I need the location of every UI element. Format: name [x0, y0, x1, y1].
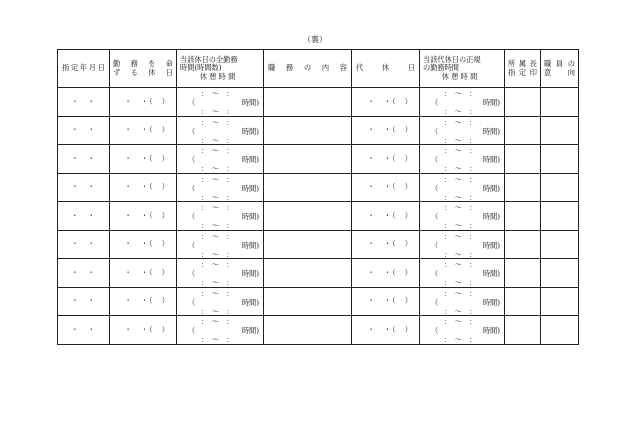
table-row: [58, 287, 579, 316]
header-work-day-line1: 勤務を命: [113, 59, 173, 69]
holiday-work-form-table: [57, 49, 579, 345]
substitute-day-cell[interactable]: ・ ・（ ）: [352, 202, 420, 231]
substitute-day-cell[interactable]: ・ ・（ ）: [352, 116, 420, 145]
supervisor-stamp-cell[interactable]: [505, 202, 541, 231]
substitute-day-cell[interactable]: ・ ・（ ）: [352, 173, 420, 202]
employee-opinion-cell[interactable]: [541, 287, 579, 316]
duties-cell[interactable]: [264, 145, 352, 174]
work-day-cell[interactable]: ・ ・（ ）: [110, 173, 177, 202]
substitute-day-cell[interactable]: ・ ・（ ）: [352, 88, 420, 117]
table-row: [58, 230, 579, 259]
supervisor-stamp-cell[interactable]: [505, 316, 541, 345]
header-employee-opinion: 職員の 意 向: [541, 50, 579, 88]
work-day-cell[interactable]: ・ ・（ ）: [110, 145, 177, 174]
work-day-cell[interactable]: ・ ・（ ）: [110, 230, 177, 259]
header-duties: 職務の内容: [264, 50, 352, 88]
employee-opinion-cell[interactable]: [541, 259, 579, 288]
header-work-hours-line3: 休 憩 時 間: [199, 71, 236, 81]
substitute-day-cell[interactable]: ・ ・（ ）: [352, 145, 420, 174]
designated-date-cell[interactable]: ・ ・: [58, 202, 110, 231]
substitute-time-cell[interactable]: ： ～ ： （ 時間) ： ～ ：: [420, 202, 505, 231]
substitute-time-cell[interactable]: ： ～ ： （ 時間) ： ～ ：: [420, 116, 505, 145]
duties-cell[interactable]: [264, 116, 352, 145]
table-row: [58, 316, 579, 345]
work-day-cell[interactable]: ・ ・（ ）: [110, 116, 177, 145]
substitute-time-cell[interactable]: ： ～ ： （ 時間) ： ～ ：: [420, 173, 505, 202]
supervisor-stamp-cell[interactable]: [505, 259, 541, 288]
duties-cell[interactable]: [264, 88, 352, 117]
employee-opinion-cell[interactable]: [541, 145, 579, 174]
employee-opinion-cell[interactable]: [541, 316, 579, 345]
duties-cell[interactable]: [264, 202, 352, 231]
employee-opinion-cell[interactable]: [541, 173, 579, 202]
table-row: [58, 88, 579, 117]
substitute-time-cell[interactable]: ： ～ ： （ 時間) ： ～ ：: [420, 287, 505, 316]
employee-opinion-cell[interactable]: [541, 88, 579, 117]
form-body: [58, 88, 579, 345]
table-row: [58, 173, 579, 202]
substitute-time-cell[interactable]: ： ～ ： （ 時間) ： ～ ：: [420, 230, 505, 259]
header-work-hours-line1: 当該休日の全勤務: [180, 55, 238, 65]
work-time-cell[interactable]: ： ～ ： （ 時間) ： ～ ：: [177, 316, 264, 345]
designated-date-cell[interactable]: ・ ・: [58, 145, 110, 174]
work-day-cell[interactable]: ・ ・（ ）: [110, 202, 177, 231]
header-supervisor-stamp: 所属長 指定印: [505, 50, 541, 88]
substitute-time-cell[interactable]: ： ～ ： （ 時間) ： ～ ：: [420, 259, 505, 288]
header-sub-hours-line2: の勤務時間: [423, 63, 459, 73]
table-row: [58, 116, 579, 145]
substitute-time-cell[interactable]: ： ～ ： （ 時間) ： ～ ：: [420, 316, 505, 345]
substitute-day-cell[interactable]: ・ ・（ ）: [352, 316, 420, 345]
table-row: [58, 202, 579, 231]
substitute-time-cell[interactable]: ： ～ ： （ 時間) ： ～ ：: [420, 88, 505, 117]
designated-date-cell[interactable]: ・ ・: [58, 259, 110, 288]
work-time-cell[interactable]: ： ～ ： （ 時間) ： ～ ：: [177, 287, 264, 316]
work-time-cell[interactable]: ： ～ ： （ 時間) ： ～ ：: [177, 202, 264, 231]
substitute-day-cell[interactable]: ・ ・（ ）: [352, 287, 420, 316]
header-work-day: [110, 50, 177, 88]
header-substitute-hours: [420, 50, 505, 88]
header-sub-hours-line1: 当該代休日の正規: [423, 55, 481, 65]
work-time-cell[interactable]: ： ～ ： （ 時間) ： ～ ：: [177, 145, 264, 174]
supervisor-stamp-cell[interactable]: [505, 287, 541, 316]
duties-cell[interactable]: [264, 316, 352, 345]
work-time-cell[interactable]: ： ～ ： （ 時間) ： ～ ：: [177, 88, 264, 117]
supervisor-stamp-cell[interactable]: [505, 88, 541, 117]
work-day-cell[interactable]: ・ ・（ ）: [110, 259, 177, 288]
supervisor-stamp-cell[interactable]: [505, 116, 541, 145]
duties-cell[interactable]: [264, 230, 352, 259]
employee-opinion-cell[interactable]: [541, 230, 579, 259]
work-day-cell[interactable]: ・ ・（ ）: [110, 287, 177, 316]
designated-date-cell[interactable]: ・ ・: [58, 316, 110, 345]
substitute-day-cell[interactable]: ・ ・（ ）: [352, 259, 420, 288]
supervisor-stamp-cell[interactable]: [505, 145, 541, 174]
designated-date-cell[interactable]: ・ ・: [58, 116, 110, 145]
header-sub-hours-line3: 休 憩 時 間: [441, 71, 478, 81]
header-work-hours-line2: 時間(時間数): [180, 63, 222, 73]
work-day-cell[interactable]: ・ ・（ ）: [110, 88, 177, 117]
header-work-day-line2: ずる休日: [113, 67, 173, 77]
table-row: [58, 259, 579, 288]
substitute-day-cell[interactable]: ・ ・（ ）: [352, 230, 420, 259]
designated-date-cell[interactable]: ・ ・: [58, 287, 110, 316]
duties-cell[interactable]: [264, 259, 352, 288]
designated-date-cell[interactable]: ・ ・: [58, 230, 110, 259]
supervisor-stamp-cell[interactable]: [505, 230, 541, 259]
work-time-cell[interactable]: ： ～ ： （ 時間) ： ～ ：: [177, 116, 264, 145]
work-time-cell[interactable]: ： ～ ： （ 時間) ： ～ ：: [177, 173, 264, 202]
employee-opinion-cell[interactable]: [541, 202, 579, 231]
table-row: [58, 145, 579, 174]
page-side-label: （裏）: [303, 35, 327, 44]
supervisor-stamp-cell[interactable]: [505, 173, 541, 202]
header-work-hours: [177, 50, 264, 88]
duties-cell[interactable]: [264, 287, 352, 316]
work-time-cell[interactable]: ： ～ ： （ 時間) ： ～ ：: [177, 259, 264, 288]
header-substitute-day: 代 休 日: [352, 50, 420, 88]
duties-cell[interactable]: [264, 173, 352, 202]
designated-date-cell[interactable]: ・ ・: [58, 173, 110, 202]
header-designated-date: 指定年月日: [58, 50, 110, 88]
work-day-cell[interactable]: ・ ・（ ）: [110, 316, 177, 345]
employee-opinion-cell[interactable]: [541, 116, 579, 145]
header-row: [58, 50, 579, 88]
substitute-time-cell[interactable]: ： ～ ： （ 時間) ： ～ ：: [420, 145, 505, 174]
work-time-cell[interactable]: ： ～ ： （ 時間) ： ～ ：: [177, 230, 264, 259]
designated-date-cell[interactable]: ・ ・: [58, 88, 110, 117]
